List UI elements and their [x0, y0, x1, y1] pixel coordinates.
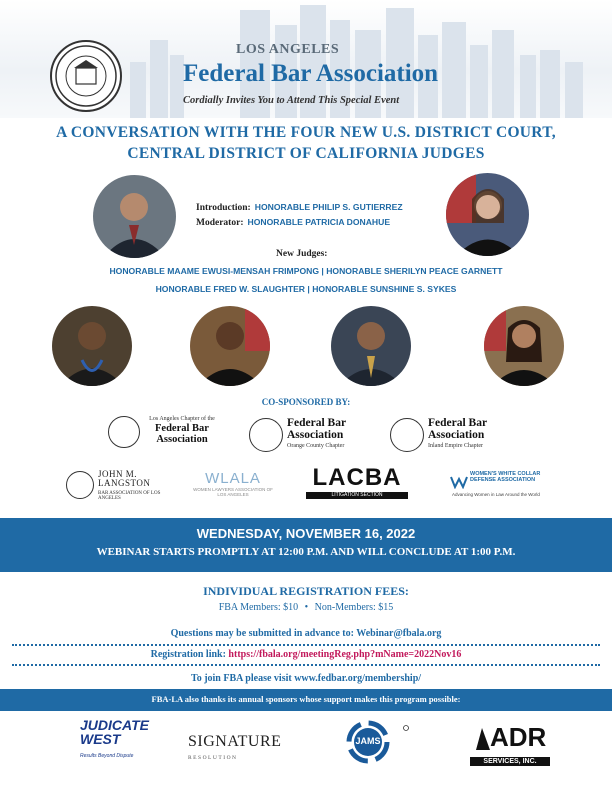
judges-line-1: HONORABLE MAAME EWUSI-MENSAH FRIMPONG | HONORABLE SHERILYN PEACE GARNETT [109, 266, 503, 276]
thanks-bar [0, 689, 612, 711]
judicate-tag: Results Beyond Dispute [80, 753, 134, 759]
la-chapter-big: Federal Bar Association [155, 423, 209, 445]
photo-gutierrez [93, 175, 176, 258]
la-chapter-small: Los Angeles Chapter of the [149, 416, 215, 422]
oc-chapter-small: Orange County Chapter [287, 443, 345, 449]
langston-sub: BAR ASSOCIATION OF LOS ANGELES [98, 491, 161, 501]
lacba-name: LACBA [312, 464, 402, 491]
registration-label: Registration link: [150, 649, 226, 660]
oc-chapter-logo [287, 418, 367, 449]
questions-line: Questions may be submitted in advance to: Webinar@fbala.org [170, 628, 442, 639]
cosponsors-heading: CO-SPONSORED BY: [261, 397, 351, 407]
jams-logo [332, 720, 412, 764]
langston-logo [98, 470, 168, 501]
judicate-west-logo [80, 718, 160, 759]
fees-members: FBA Members: $10 [218, 602, 299, 613]
oc-chapter-seal-icon [249, 418, 283, 452]
adr-name: ADR [490, 722, 547, 752]
date-band [0, 518, 612, 572]
moderator-name: HONORABLE PATRICIA DONAHUE [247, 217, 391, 227]
header-banner [0, 0, 612, 118]
intro-label: Introduction: [196, 203, 251, 213]
la-chapter-logo [144, 416, 220, 445]
thanks-text: FBA-LA also thanks its annual sponsors whose support makes this program possible: [151, 694, 461, 704]
signature-name: SIGNATURE [188, 733, 282, 750]
lacba-logo [306, 466, 408, 499]
photo-garnett [190, 306, 270, 386]
registration-link[interactable]: https://fbala.org/meetingReg.php?mName=2022Nov16 [228, 649, 462, 660]
ie-chapter-logo [428, 418, 508, 449]
fees-heading: INDIVIDUAL REGISTRATION FEES: [203, 584, 409, 598]
event-title-line2: CENTRAL DISTRICT OF CALIFORNIA JUDGES [127, 145, 485, 162]
event-date: WEDNESDAY, NOVEMBER 16, 2022 [196, 526, 416, 541]
photo-frimpong [52, 306, 132, 386]
invite-line: Cordially Invites You to Attend This Special Event [183, 95, 400, 106]
new-judges-label: New Judges: [276, 249, 328, 259]
jams-name: JAMS [355, 736, 381, 746]
signature-logo [188, 734, 296, 762]
photo-sykes [484, 306, 564, 386]
wlala-logo [190, 471, 276, 497]
oc-chapter-big: Federal Bar Association [287, 417, 346, 441]
ie-chapter-seal-icon [390, 418, 424, 452]
join-line: To join FBA please visit www.fedbar.org/membership/ [190, 673, 422, 684]
fees-nonmembers: Non-Members: $15 [314, 602, 394, 613]
ie-chapter-small: Inland Empire Chapter [428, 443, 483, 449]
ie-chapter-big: Federal Bar Association [428, 417, 487, 441]
city-name: LOS ANGELES [236, 42, 340, 57]
wlala-sub: WOMEN LAWYERS ASSOCIATION OF LOS ANGELES [193, 487, 273, 497]
adr-sub: SERVICES, INC. [470, 757, 550, 766]
fba-seal-logo [50, 40, 122, 112]
intro-name: HONORABLE PHILIP S. GUTIERREZ [254, 202, 403, 212]
photo-slaughter [331, 306, 411, 386]
wwcda-line2: DEFENSE ASSOCIATION [470, 476, 536, 483]
moderator-label: Moderator: [196, 218, 244, 228]
signature-sub: RESOLUTION [188, 755, 238, 761]
wwcda-icon [450, 475, 468, 489]
judicate-line2: WEST [80, 731, 121, 747]
adr-services-logo [470, 720, 550, 772]
photo-donahue [446, 173, 529, 256]
judges-line-2: HONORABLE FRED W. SLAUGHTER | HONORABLE SUNSHINE S. SYKES [155, 284, 457, 294]
fees-line [0, 602, 612, 613]
registration-line [0, 649, 612, 660]
langston-seal-icon [66, 471, 94, 499]
lacba-sub: LITIGATION SECTION [306, 492, 408, 499]
wwcda-logo [470, 472, 566, 484]
judicate-line1: JUDICATE [80, 717, 149, 733]
moderator-line [196, 212, 436, 230]
wwcda-sub: Advancing Women in Law Around the World [452, 492, 540, 497]
wwcda-line1: WOMEN'S WHITE COLLAR [470, 471, 541, 477]
event-time: WEBINAR STARTS PROMPTLY AT 12:00 P.M. AND WILL CONCLUDE AT 1:00 P.M. [96, 546, 516, 558]
fees-bullet: • [304, 602, 309, 613]
event-title-line1: A CONVERSATION WITH THE FOUR NEW U.S. DISTRICT COURT, [56, 124, 556, 141]
la-chapter-seal-icon [108, 416, 140, 448]
langston-name: JOHN M. LANGSTON [98, 469, 151, 488]
org-name: Federal Bar Association [183, 60, 439, 87]
wlala-name: WLALA [205, 470, 261, 487]
